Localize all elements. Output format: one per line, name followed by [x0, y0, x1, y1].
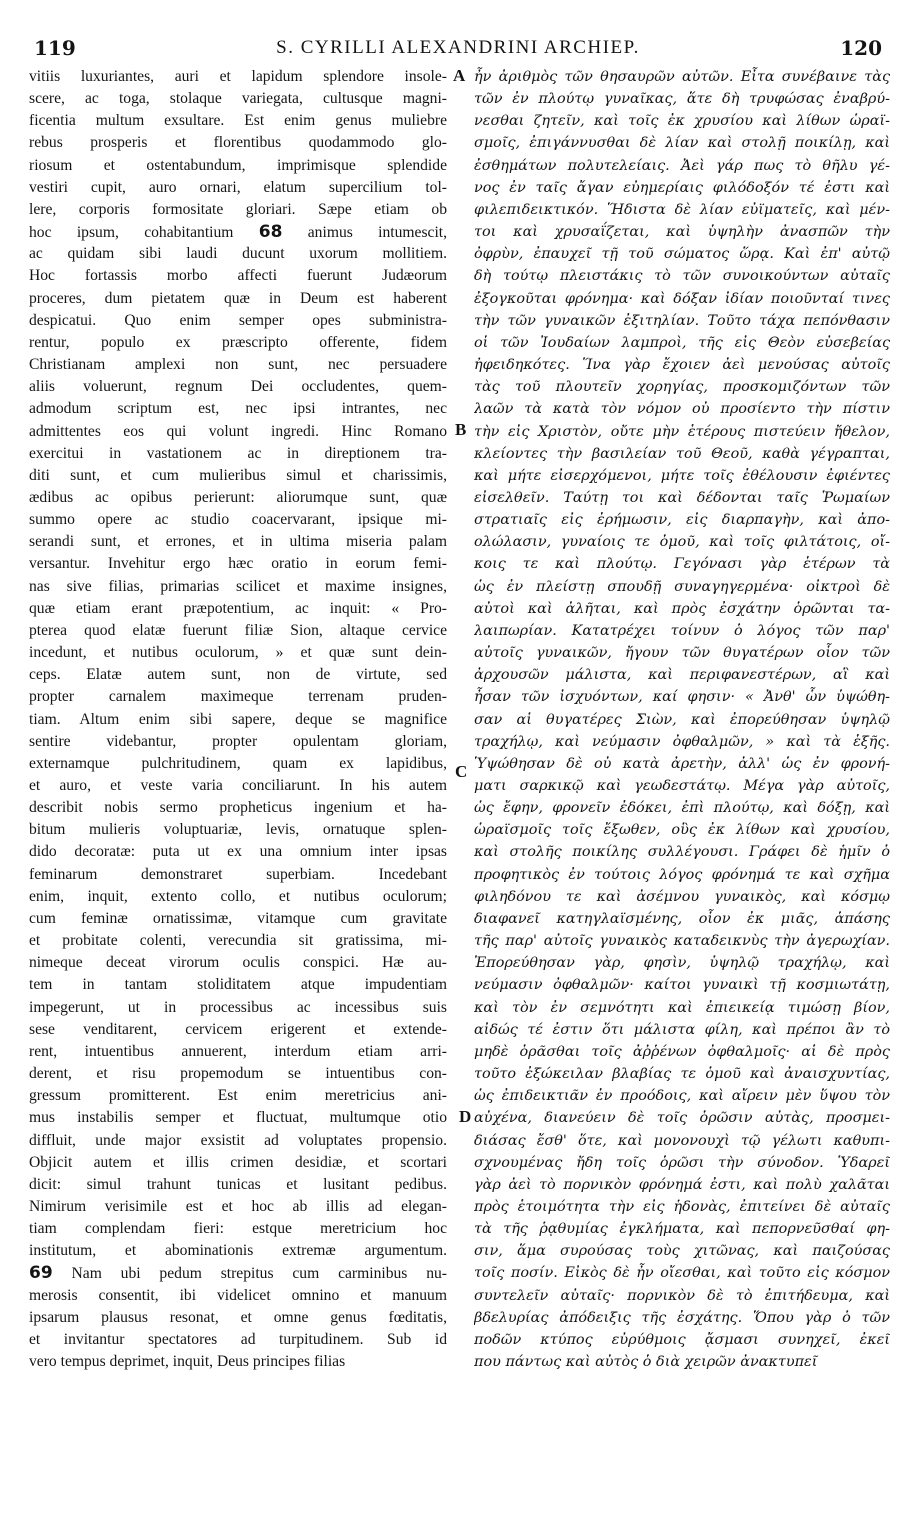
greek-text-line: σμοῖς, ἐπιγάννυσθαι δὲ λίαν καὶ στολῇ ποικίλῃ, καὶ: [474, 135, 890, 152]
latin-text-line: enim, inquit, extento collo, et nutibus oculorum;: [29, 887, 447, 905]
latin-line-part: animus intumescit,: [307, 224, 447, 242]
latin-text-line: admodum scriptum est, nec ipsi intrantes, nec: [29, 400, 447, 418]
greek-text-line: διάσας ἔσθ' ὅτε, καὶ μονονουχὶ τῷ γέλωτι καθυπι-: [474, 1132, 890, 1149]
latin-text-line: sese venditarent, cervicem erigerent et extende-: [29, 1020, 447, 1038]
greek-text-line: νος ἐν ταῖς ἄγαν εὐημερίαις φιλόδοξόν τέ ἐστι καὶ: [474, 179, 890, 196]
greek-text-line: βδελυρίας ἀπόδειξις τῆς ἐσχάτης. Ὅπου γὰρ ὁ τῶν: [474, 1309, 890, 1326]
greek-text-line: ολώλασιν, γυναίοις τε ὁμοῦ, καὶ τοῖς φιλτάτοις, οἴ-: [474, 534, 890, 551]
greek-text-line: ἠφειδηκότες. Ἵνα γὰρ ἔχοιεν ἀεὶ μενούσας αὐτοῖς: [474, 357, 890, 374]
greek-text-line: διαφανεῖ κατηγλαϊσμένης, οἷον ἐκ μιᾶς, ἁπάσης: [474, 910, 890, 927]
latin-text-line: feminarum demonstraret superbiam. Incedebant: [29, 865, 447, 883]
latin-text-line: quæ etiam erant præpotentium, ac inquit: « Pro-: [29, 599, 447, 617]
greek-text-line: τὴν τῶν γυναικῶν ἐξιτηλίαν. Τοῦτο τάχα πεπόνθασιν: [474, 312, 890, 329]
latin-text-line: diffluit, unde major exsistit ad voluptates propensio.: [29, 1131, 447, 1149]
latin-text-line: cum feminæ ornatissimæ, vitamque cum gravitate: [29, 909, 447, 927]
latin-text-line: riosum et ostentabundum, imprimisque splendide: [29, 156, 447, 174]
latin-text-line: summo opere ac studio coacervarant, ipsique mi-: [29, 511, 447, 529]
latin-text-line: scere, ac toga, stolaque variegata, cultusque magni-: [29, 90, 447, 108]
page-number-left: 119: [34, 36, 76, 60]
latin-text-line: nas sive filias, primarias scilicet et maxime insignes,: [29, 577, 447, 595]
greek-text-line: καὶ μήτε εἰσερχόμενοι, μήτε τοῖς ἐθέλουσιν ἐφιέντες: [474, 467, 890, 484]
latin-text-line: serandi sunt, et errones, et in ultima miseria palam: [29, 533, 447, 551]
greek-text-line: νεσθαι ζητεῖν, καὶ τοῖς ἐκ χρυσίου καὶ λίθων ὡραϊ-: [474, 113, 890, 130]
latin-text-line: incedunt, et nutibus oculorum, » et quæ sunt dein-: [29, 644, 447, 662]
greek-text-line: ἀρχουσῶν μάλιστα, καὶ περιφανεστέρων, αἳ καὶ: [474, 667, 890, 684]
margin-marker-c: C: [455, 762, 468, 781]
greek-text-line: εἰσελθεῖν. Ταύτῃ τοι καὶ δέδονται ταῖς Ῥωμαίων: [474, 489, 890, 506]
latin-text-line: rentur, populo ex præscripto offerente, fidem: [29, 333, 447, 351]
greek-text-line: δὴ τούτῳ πλειστάκις τὸ τῶν συνοικούντων αὐταῖς: [474, 268, 890, 285]
greek-text-line: ὡς ἐν πλείστῃ σπουδῇ συναγηγερμένα· οἰκτροὶ δὲ: [474, 578, 890, 595]
latin-text-line: Objicit autem et illis crimen desidiæ, et scortari: [29, 1153, 447, 1171]
greek-text-line: συντελεῖν αὐταῖς· πορνικὸν δὲ τὸ ἐπιτήδευμα, καὶ: [474, 1287, 890, 1304]
latin-text-line: ac quidam sibi laudi ducunt uxorum mollitiem.: [29, 245, 447, 263]
greek-text-line: κοις τε καὶ πλούτῳ. Γεγόνασι γὰρ ἑτέρων τὰ: [474, 556, 890, 573]
latin-text-line: [29, 1262, 447, 1284]
greek-text-line: ποδῶν κτύπος εὐρύθμοις ᾄσμασι συνηχεῖ, ἐκεῖ: [474, 1331, 890, 1348]
latin-text-line: ædibus ac opibus perierunt: aliorumque sunt, quæ: [29, 488, 447, 506]
greek-text-line: τῶν ἐν πλούτῳ γυναῖκας, ἅτε δὴ τρυφώσας ἐναβρύ-: [474, 91, 890, 108]
latin-text-line: et invitantur spectatores ad turpitudinem. Sub id: [29, 1330, 447, 1348]
latin-text-line: et auro, et veste varia conciliarunt. In his autem: [29, 777, 447, 794]
greek-text-line: καὶ στολῆς ποικίλης συλλέγουσι. Γράφει δὲ ἡμῖν ὁ: [474, 844, 890, 861]
greek-text-line: αὐχένα, διανεύειν δὲ τοῖς ὁρῶσιν αὐτὰς, προσμει-: [474, 1110, 890, 1127]
latin-text-line: vero tempus deprimet, inquit, Deus principes filias: [29, 1353, 346, 1371]
latin-text-line: [29, 221, 447, 243]
column-number-69: 69: [29, 1263, 53, 1284]
greek-text-line: πρὸς ἑτοιμότητα τὴν εἰς ἡδονὰς, ἐπιτείνει δὲ αὐταῖς: [474, 1198, 890, 1215]
latin-text-line: ceps. Elatæ autem sunt, non de virtute, sed: [29, 666, 447, 684]
latin-text-line: merosis consentit, ibi videlicet omnino et manuum: [29, 1286, 447, 1304]
greek-text-line: φιληδόνου τε καὶ ἀσέμνου γυναικὸς, καὶ κόσμῳ: [474, 888, 890, 905]
greek-text-line: γὰρ ἀεὶ τὸ πορνικὸν φρόνημά ἐστι, καὶ πολὺ χαλᾶται: [474, 1176, 890, 1193]
greek-text-line: οἱ τῶν Ἰουδαίων λαμπροὶ, τῆς εἰς Θεὸν εὐσεβείας: [474, 334, 890, 351]
greek-text-line: σχνουμένας ἤδη τοῖς ὁρῶσι τὴν σύνοδον. Ὑδαρεῖ: [474, 1154, 890, 1171]
latin-text-line: dido decoratæ: puta ut ex una omnium inter ipsas: [29, 843, 447, 861]
latin-text-line: admittentes eos qui volunt ingredi. Hinc Romano: [29, 422, 447, 440]
latin-text-line: tem in tantam stoliditatem atque impudentiam: [29, 976, 447, 994]
latin-text-line: rebus prosperis et florentibus quodammodo glo-: [29, 134, 447, 152]
latin-text-line: versantur. Invehitur ergo hæc oratio in eorum femi-: [29, 555, 447, 573]
latin-text-line: ficentia multum exsultare. Est enim genus muliebre: [29, 112, 447, 130]
greek-text-line: σιν, ἅμα συρούσας τοὺς χιτῶνας, καὶ παιζούσας: [474, 1243, 890, 1260]
latin-text-line: gressum promitterent. Est enim meretricius ani-: [29, 1087, 447, 1105]
greek-text-line: τὴν εἰς Χριστὸν, οὔτε μὴν ἑτέρους πιστεύειν ἤθελον,: [474, 423, 890, 440]
greek-text-line: στρατιαῖς εἰς ἐρήμωσιν, εἰς διαρπαγὴν, καὶ ἀπο-: [474, 512, 890, 529]
latin-text-line: rent, intuentibus annuerent, interdum etiam arri-: [29, 1042, 447, 1060]
margin-marker-a: A: [453, 66, 466, 85]
latin-text-line: vestiri cupit, auro ornari, elatum supercilium tol-: [29, 178, 447, 196]
greek-text-line: τοῖς ποσίν. Εἰκὸς δὲ ἦν οἴεσθαι, καὶ τοῦτο εἰς κόσμον: [474, 1265, 890, 1282]
latin-text-line: diti sunt, et cum mulieribus simul et charissimis,: [29, 466, 447, 484]
latin-text-line: sentire videbantur, propter opulentam gloriam,: [29, 732, 447, 750]
latin-text-line: externamque pulchritudinem, quam ex lapidibus,: [29, 754, 447, 772]
latin-text-line: aliis voluerunt, regnum Dei occludentes, quem-: [29, 378, 447, 396]
greek-text-line: καὶ τὸν ἐν σεμνότητι καὶ ἐπιεικείᾳ τιμώσῃ βίον,: [474, 999, 890, 1016]
latin-text-line: Hoc fortassis morbo affecti fuerunt Judæorum: [29, 267, 447, 285]
greek-text-line: ἦσαν τῶν ἰσχυόντων, καί φησιν· « Ἀνθ' ὧν ὑψώθη-: [474, 689, 890, 706]
latin-text-line: bitum mulieris voluptuariæ, levis, ornatuque splen-: [29, 821, 447, 839]
greek-text-line: ὀφρὺν, ἐπαυχεῖ τῇ τοῦ σώματος ὥρᾳ. Καὶ ἐπ' αὐτῷ: [474, 246, 890, 263]
latin-text-line: propter carnalem maximeque terrenam pruden-: [29, 688, 447, 706]
latin-text-line: exercitui in vastationem ac in direptionem tra-: [29, 444, 447, 462]
latin-text-line: proceres, dum pietatem quæ in Deum est haberent: [29, 289, 447, 307]
greek-text-line: που πάντως καὶ αὐτὸς ὁ διὰ χειρῶν ἀνακτυπεῖ: [474, 1354, 818, 1371]
greek-text-line: ὡραϊσμοῖς τοῖς ἔξωθεν, οὓς ἐκ λίθων καὶ χρυσίου,: [474, 822, 890, 839]
greek-text-line: τοῦτο ἐξώκειλαν βλαβίας τε ὁμοῦ καὶ ἀναισχυντίας,: [474, 1066, 890, 1083]
greek-text-line: σαν αἱ θυγατέρες Σιὼν, καὶ ἐπορεύθησαν ὑψηλῷ: [474, 711, 890, 728]
latin-text-line: dicit: simul trahunt tunicas et lusitant pedibus.: [29, 1175, 447, 1193]
greek-text-line: κλείοντες τὴν βασιλείαν τοῦ Θεοῦ, καθὰ γέγραπται,: [474, 445, 890, 462]
running-header: [34, 36, 882, 60]
greek-text-line: ὡς ἔφην, φρονεῖν ἐδόκει, ἐπὶ πλούτῳ, καὶ δόξῃ, καὶ: [474, 800, 890, 817]
latin-text-line: Christianam amplexi non sunt, nec persuadere: [29, 356, 447, 374]
latin-text-line: despicatui. Quo enim semper opes subministra-: [29, 311, 447, 329]
latin-line-part: hoc ipsum, cohabitantium: [29, 224, 234, 242]
greek-text-line: προφητικὸς ἐν τούτοις λόγος φρόνημά τε καὶ σχῆμα: [474, 866, 890, 883]
page-number-right: 120: [840, 36, 882, 60]
greek-text-line: λαιπωρίαν. Κατατρέχει τοίνυν ὁ λόγος τῶν παρ': [474, 622, 890, 639]
greek-text-line: ἐξογκοῦται φρόνημα· καὶ δόξαν ἰδίαν ποιοῦνταί τινες: [474, 290, 890, 307]
latin-text-line: et probitate colenti, verecundia sit gratissima, mi-: [29, 932, 447, 950]
greek-text-line: νεύμασιν ὀφθαλμῶν· καίτοι γυναικὶ τῇ κοσμιωτάτῃ,: [474, 977, 890, 994]
greek-text-line: ἐσθημάτων πολυτελείαις. Ἀεὶ γάρ πως τὸ θῆλυ γέ-: [474, 157, 890, 174]
greek-text-line: ἦν ἀριθμὸς τῶν θησαυρῶν αὐτῶν. Εἶτα συνέβαινε τὰς: [474, 69, 890, 85]
greek-text-line: τῆς παρ' αὐτοῖς γυναικὸς καταδεικνὺς τὴν ἀγερωχίαν.: [474, 933, 890, 950]
latin-text-line: nimeque deceat virorum oculis conspici. Hæ au-: [29, 954, 447, 972]
latin-line-part: Nam ubi pedum strepitus cum carminibus nu-: [71, 1265, 447, 1283]
greek-text-line: τὰς τοῦ πλουτεῖν χορηγίας, προσκομιζόντων τῶν: [474, 379, 890, 396]
latin-text-line: ipsarum plausus resonat, et omne genus fœditatis,: [29, 1308, 447, 1326]
margin-marker-d: D: [459, 1107, 472, 1126]
greek-text-line: αὐτοῖς γυναικῶν, ἤγουν τῶν θυγατέρων οἷον τῶν: [474, 645, 890, 662]
greek-text-line: τὰ τῆς ῥᾳθυμίας ἐγκλήματα, καὶ πεπορνεῦσθαί φη-: [474, 1221, 890, 1238]
latin-text-line: Nimirum verisimile est et hoc ab illis ad elegan-: [29, 1197, 447, 1215]
greek-text-line: μηδὲ ὁρᾶσθαι τοῖς ἀῤῥένων ὀφθαλμοῖς· αἱ δὲ πρὸς: [474, 1043, 890, 1060]
greek-text-line: ματι σαρκικῷ καὶ γεωδεστάτῳ. Μέγα γὰρ αὐτοῖς,: [474, 778, 890, 794]
greek-text-line: ὡς ἐπιδεικτιᾶν ἐν προόδοις, καὶ αἴρειν μὲν ὕψου τὸν: [474, 1088, 890, 1105]
latin-text-line: derent, et risu propemodum se intuentibus con-: [29, 1065, 447, 1083]
greek-text-line: αὐτοὶ καὶ ἀλῆται, καὶ πρὸς ἐσχάτην ὁρῶνται τα-: [474, 600, 890, 617]
greek-text-line: Ἐπορεύθησαν γὰρ, φησὶν, ὑψηλῷ τραχήλῳ, καὶ: [474, 955, 890, 972]
column-number-68: 68: [258, 222, 283, 243]
latin-text-line: describit nobis sermo propheticus ingenium et ha-: [29, 799, 447, 817]
greek-column: [474, 66, 890, 1373]
greek-text-line: τοι καὶ χρυσαΐζεται, καὶ ὑψηλὴν ἀνασπῶν τὴν: [474, 224, 890, 241]
latin-text-line: tiam. Altum enim sibi sapere, deque se magnifice: [29, 710, 447, 728]
latin-text-line: vitiis luxuriantes, auri et lapidum splendore insole-: [29, 68, 447, 85]
latin-text-line: institutum, et abominationis extremæ argumentum.: [29, 1242, 447, 1260]
margin-marker-b: B: [455, 420, 467, 439]
greek-text-line: τραχήλῳ, καὶ νεύμασιν ὀφθαλμῶν, » καὶ τὰ ἑξῆς.: [474, 733, 890, 750]
latin-text-line: lere, corporis formositate gloriari. Sæpe etiam ob: [29, 200, 447, 218]
latin-column: [29, 66, 447, 1373]
latin-text-line: tiam complendam fieri: estque meretricium hoc: [29, 1220, 447, 1238]
latin-text-line: mus instabilis semper et fluctuat, multumque otio: [29, 1109, 447, 1127]
greek-text-line: φιλεπιδεικτικόν. Ἥδιστα δὲ λίαν εὐϊματεῖς, καὶ μέν-: [474, 201, 890, 218]
running-title: S. CYRILLI ALEXANDRINI ARCHIEP.: [276, 37, 640, 58]
greek-text-line: Ὑψώθησαν δὲ οὐ κατὰ ἀρετὴν, ἀλλ' ὡς ἐν φρονή-: [474, 755, 890, 772]
latin-text-line: impegerunt, ut in processibus ac incessibus suis: [29, 998, 447, 1016]
latin-text-line: pterea quod elatæ fuerunt filiæ Sion, altaque cervice: [29, 621, 447, 639]
greek-text-line: αἰδώς τέ ἐστιν ὅτι μάλιστα φίλη, καὶ πρέποι ἂν τὸ: [474, 1021, 890, 1038]
greek-text-line: λαῶν τὰ κατὰ τὸν νόμον οὐ προσίεντο τὴν πίστιν: [474, 401, 890, 418]
